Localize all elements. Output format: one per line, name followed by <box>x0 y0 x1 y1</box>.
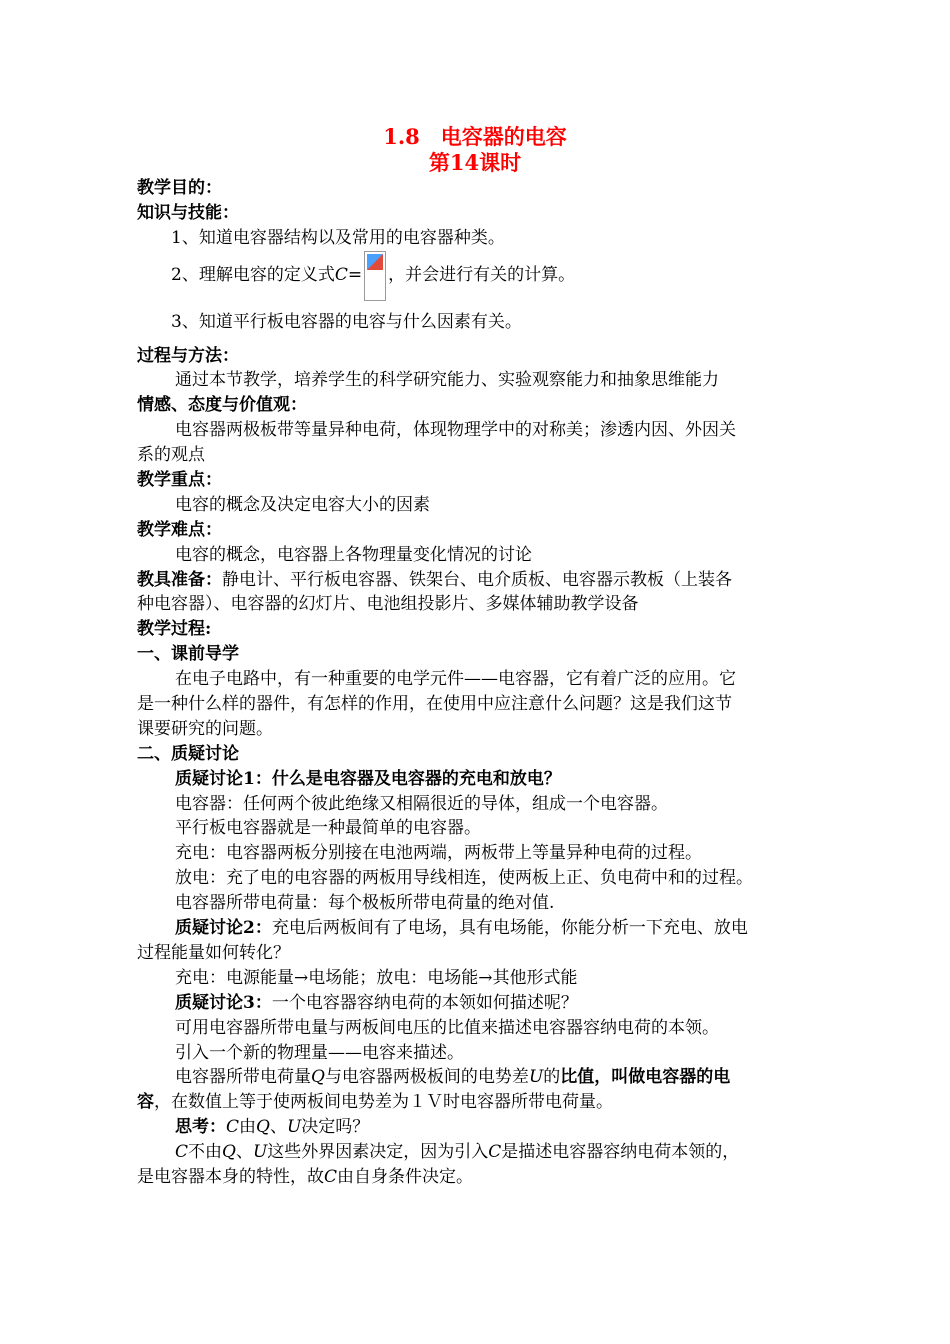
q3-answer-1: 可用电容器所带电量与两板间电压的比值来描述电容器容纳电荷的本领。 <box>175 1017 719 1038</box>
answer-text-2: 、 <box>235 1142 253 1163</box>
q2-answer: 充电：电源能量→电场能；放电：电场能→其他形式能 <box>175 967 578 988</box>
answer-text-4: 是描述电容器容纳电荷本领的， <box>501 1142 740 1163</box>
question-2-text: 充电后两板间有了电场，具有电场能，你能分析一下充电、放电 <box>271 918 748 939</box>
knowledge-item-3: 3、知道平行板电容器的电容与什么因素有关。 <box>171 311 522 332</box>
definition-text-3: 的 <box>543 1067 561 1088</box>
q3-answer-2: 引入一个新的物理量——电容来描述。 <box>175 1042 464 1063</box>
think-label: 思考： <box>175 1117 226 1138</box>
key-points-heading: 教学重点： <box>137 470 222 491</box>
section-1-line-1: 在电子电路中，有一种重要的电学元件——电容器，它有着广泛的应用。它 <box>175 669 736 690</box>
procedure-heading: 教学过程: <box>137 619 212 640</box>
document-body <box>137 176 817 1190</box>
q1-answer-1: 电容器：任何两个彼此绝缘又相隔很近的导体，组成一个电容器。 <box>175 793 668 814</box>
section-2-heading: 二、质疑讨论 <box>137 743 239 764</box>
definition-text-4: ，在数值上等于使两板间电势差为１Ｖ时电容器所带电荷量。 <box>154 1092 613 1113</box>
q1-answer-5: 电容器所带电荷量：每个极板所带电荷量的绝对值. <box>175 893 555 914</box>
q1-answer-3: 充电：电容器两板分别接在电池两端，两板带上等量异种电荷的过程。 <box>175 843 702 864</box>
goals-heading: 教学目的： <box>137 178 222 198</box>
tools-text-1: 静电计、平行板电容器、铁架台、电介质板、电容器示教板（上装各 <box>222 569 732 590</box>
question-1: 质疑讨论1：什么是电容器及电容器的充电和放电？ <box>175 768 561 789</box>
process-heading: 过程与方法： <box>137 345 239 366</box>
q1-answer-4: 放电：充了电的电容器的两板用导线相连，使两板上正、负电荷中和的过程。 <box>175 868 753 889</box>
definition-line-1 <box>137 1065 817 1090</box>
variable-u: U <box>252 1142 268 1163</box>
lesson-number: 第14课时 <box>428 150 522 175</box>
variable-c: C <box>175 1142 189 1163</box>
key-points-text: 电容的概念及决定电容大小的因素 <box>175 494 430 515</box>
q1-answer-2: 平行板电容器就是一种最简单的电容器。 <box>175 818 481 839</box>
variable-c: C <box>324 1166 338 1187</box>
question-2-label: 质疑讨论2： <box>175 918 272 939</box>
answer-text-5: 是电容器本身的特性，故 <box>137 1166 324 1187</box>
knowledge-item-1: 1、知道电容器结构以及常用的电容器种类。 <box>171 227 505 248</box>
variable-u: U <box>286 1117 302 1138</box>
formula-variable-c: C <box>334 265 348 286</box>
process-text: 通过本节教学，培养学生的科学研究能力、实验观察能力和抽象思维能力 <box>175 370 719 391</box>
variable-u: U <box>528 1067 544 1088</box>
page-title: 1.8 电容器的电容 <box>383 124 567 149</box>
knowledge-heading: 知识与技能： <box>137 202 239 223</box>
formula-image-icon <box>362 251 388 301</box>
definition-text-2: 与电容器两极板间的电势差 <box>324 1067 529 1088</box>
knowledge-item-2 <box>137 251 817 301</box>
definition-emphasis-1: 比值，叫做电容器的电 <box>560 1067 731 1088</box>
values-text-line-1: 电容器两极板带等量异种电荷，体现物理学中的对称美；渗透内因、外因关 <box>175 420 736 441</box>
tools-label: 教具准备： <box>137 569 222 590</box>
answer-text-3: 这些外界因素决定，因为引入 <box>267 1142 489 1163</box>
definition-line-2 <box>137 1090 817 1115</box>
definition-text-1: 电容器所带电荷量 <box>175 1067 311 1088</box>
question-3-label: 质疑讨论3： <box>175 992 272 1013</box>
tools-line-1 <box>137 568 817 593</box>
knowledge-item-2-text: 2、理解电容的定义式 <box>171 265 335 286</box>
think-text-1: 由 <box>239 1117 257 1138</box>
question-2-line-2: 过程能量如何转化？ <box>137 942 290 963</box>
question-2-line-1 <box>137 916 817 941</box>
answer-text-6: 由自身条件决定。 <box>337 1166 474 1187</box>
think-text-3: 决定吗？ <box>301 1117 370 1138</box>
section-1-line-2: 是一种什么样的器件，有怎样的作用，在使用中应注意什么问题？这是我们这节 <box>137 694 732 715</box>
variable-q: Q <box>256 1117 270 1138</box>
variable-c: C <box>226 1117 240 1138</box>
formula-equals: = <box>347 265 363 286</box>
variable-q: Q <box>222 1142 236 1163</box>
question-3-text: 一个电容器容纳电荷的本领如何描述呢？ <box>271 992 578 1013</box>
think-text-2: 、 <box>269 1117 287 1138</box>
values-text-line-2: 系的观点 <box>137 445 205 466</box>
think-question <box>137 1115 817 1140</box>
section-1-heading: 一、课前导学 <box>137 644 239 665</box>
variable-q: Q <box>311 1067 325 1088</box>
knowledge-item-2-tail: ，并会进行有关的计算。 <box>388 265 576 286</box>
values-heading: 情感、态度与价值观： <box>137 395 307 416</box>
answer-line-1 <box>137 1140 817 1165</box>
section-1-line-3: 课要研究的问题。 <box>137 718 273 739</box>
tools-text-2: 种电容器）、电容器的幻灯片、电池组投影片、多媒体辅助教学设备 <box>137 594 639 615</box>
variable-c: C <box>488 1142 502 1163</box>
answer-line-2 <box>137 1165 817 1190</box>
definition-emphasis-2: 容 <box>137 1092 154 1113</box>
question-3 <box>137 991 817 1016</box>
difficulties-text: 电容的概念，电容器上各物理量变化情况的讨论 <box>175 544 532 565</box>
answer-text-1: 不由 <box>188 1142 223 1163</box>
difficulties-heading: 教学难点： <box>137 519 222 540</box>
